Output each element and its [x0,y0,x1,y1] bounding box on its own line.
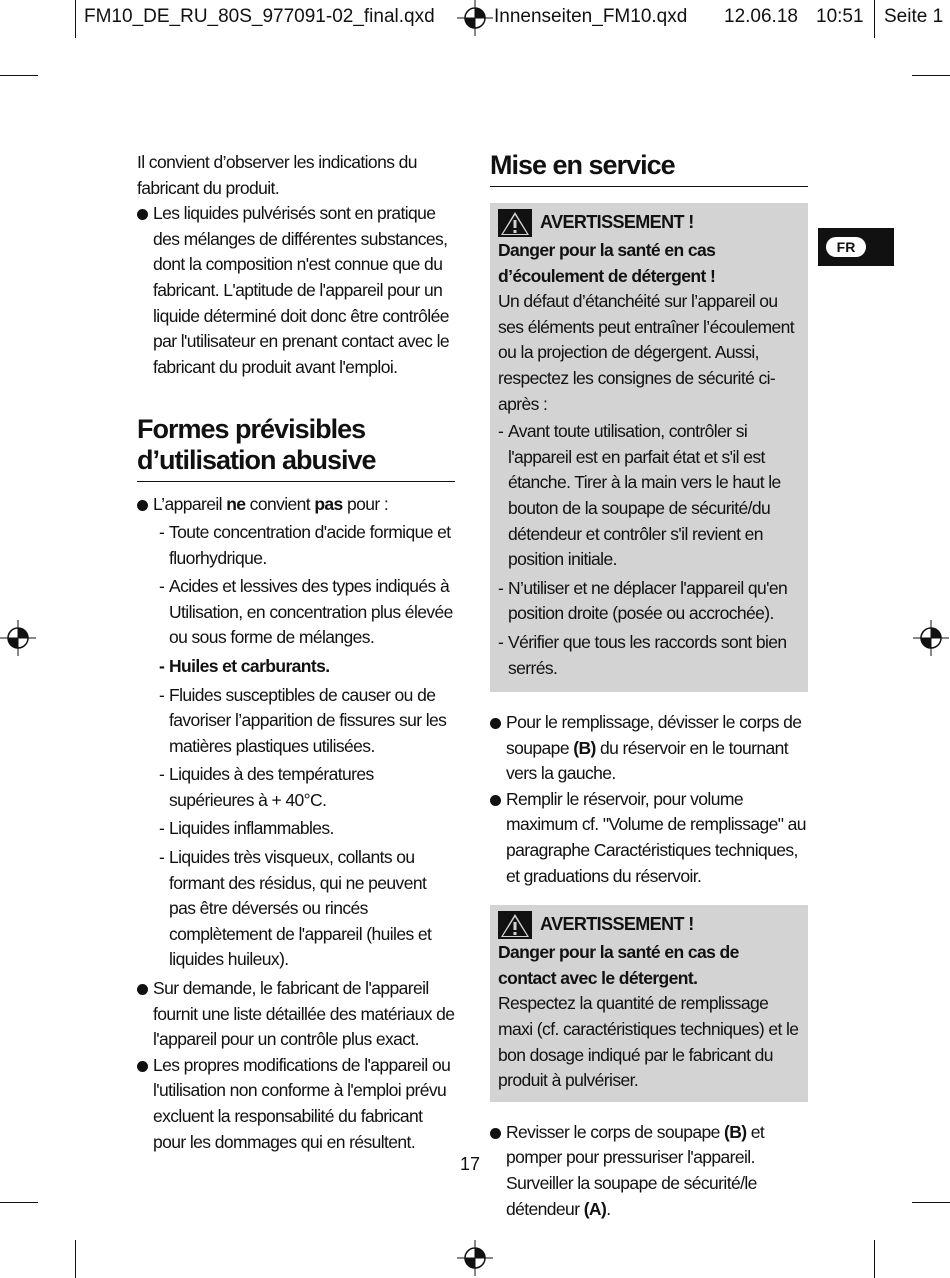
crop-mark [75,1240,76,1278]
warning-icon [498,209,532,237]
slug-date: 12.06.18 [724,6,798,27]
bullet-text: Pour le remplissage, dévisser le corps de soupape (B) du réservoir en le tournant vers la gauche. [506,712,802,784]
list-item: - Avant toute utilisation, contrôler si l'appareil est en parfait état et s'il est étanche. Tirer à la main vers le haut le bouton de la soupape de sécurité/du détendeur et contrôler s'il revient en position initiale. [498,421,781,570]
warning-header [498,209,800,237]
list-item [137,201,455,380]
warning-title: AVERTISSEMENT ! [540,914,694,935]
bullet-text: Les liquides pulvérisés sont en pratique des mélanges de différentes substances, dont la composition n'est connue que du fabricant. L'aptitude de l'appareil pour un liquide déterminé doit donc être contrôlée par l'utilisateur en prenant contact avec le fabricant du produit avant l'emploi. [153,203,450,377]
list-item [490,1120,808,1222]
pressurise-bullets [490,1120,808,1222]
misuse-bullets [137,492,455,1155]
warning-icon [498,911,532,939]
bullet-text: Revisser le corps de soupape (B) et pomper pour pressuriser l'appareil. Surveiller la soupape de sécurité/le détendeur (A). [506,1121,765,1219]
warning-header [498,911,800,939]
misuse-items [159,520,455,973]
start-up-bullets [490,710,808,889]
crop-mark [874,0,875,38]
list-item [490,710,808,787]
language-tab [818,228,894,266]
language-label: FR [826,237,866,257]
crop-mark [0,75,38,76]
list-item [490,787,808,889]
warning-subtitle: Danger pour la santé en cas d’écoulement de détergent ! [498,240,716,286]
crop-mark [912,1202,950,1203]
warning-text: Respectez la quantité de remplissage maxi (cf. caractéristiques techniques) et le bon dosage indiqué par le fabricant du produit à pulvériser. [498,993,799,1091]
registration-mark-icon [913,620,949,656]
bullet-icon [490,1128,501,1139]
bullet-text: Remplir le réservoir, pour volume maximum cf. "Volume de remplissage" au paragraphe Caractéristiques techniques, et graduations du réservoir. [506,788,806,886]
crop-mark [912,75,950,76]
warning-items [498,419,800,681]
bullet-icon [490,795,501,806]
registration-mark-icon [457,0,493,36]
bullet-text: Les propres modifications de l'appareil ou l'utilisation non conforme à l'emploi prévu excluent la responsabilité du fabricant pour les dommages qui en résultent. [153,1054,451,1152]
list-item [137,976,455,1053]
list-item: - Liquides à des températures supérieures à + 40°C. [159,764,374,810]
warning-text: Un défaut d’étanchéité sur l’appareil ou ses éléments peut entraîner l’écoulement ou la projection de dégergent. Aussi, respectez les consignes de sécurité ci-après : [498,291,795,414]
list-item: - Toute concentration d'acide formique et fluorhydrique. [159,521,451,568]
crop-mark [874,1240,875,1278]
slug-page: Seite 1 [884,6,944,27]
warning-subtitle: Danger pour la santé en cas de contact avec le détergent. [498,942,739,988]
misuse-lead: L’appareil ne convient pas pour : [153,494,389,515]
list-item: - Liquides inflammables. [159,818,334,839]
bullet-icon [137,984,148,995]
crop-mark [75,0,76,38]
bullet-icon [137,500,148,511]
right-column [490,150,808,1222]
bullet-text: Sur demande, le fabricant de l'appareil fournit une liste détaillée des matériaux de l'appareil pour un contrôle plus exact. [153,978,455,1050]
slug-filename: FM10_DE_RU_80S_977091-02_final.qxd [84,6,435,27]
slug-time: 10:51 [816,6,864,27]
page-number: 17 [459,1154,481,1174]
warning-box [490,905,808,1102]
warning-box [490,203,808,692]
left-column [137,150,455,1155]
bullet-icon [137,209,148,220]
slug-document: Innenseiten_FM10.qxd [494,6,688,27]
section-title-misuse: Formes prévisibles d’utilisation abusive [137,414,455,482]
crop-mark [0,1202,38,1203]
list-item: - Huiles et carburants. [159,655,330,676]
list-item [137,1053,455,1155]
list-item: - N’utiliser et ne déplacer l'appareil qu'en position droite (posée ou accrochée). [498,577,788,624]
intro-bullets [137,201,455,380]
bullet-icon [137,1061,148,1072]
list-item: - Liquides très visqueux, collants ou formant des résidus, qui ne peuvent pas être déversés ou rincés complètement de l'appareil (huiles et liquides huileux). [159,847,432,970]
list-item: - Fluides susceptibles de causer ou de favoriser l’apparition de fissures sur les matières plastiques utilisées. [159,684,447,756]
intro-text: Il convient d’observer les indications du fabricant du produit. [137,152,417,198]
registration-mark-icon [0,620,36,656]
list-item [137,492,455,973]
bullet-icon [490,718,501,729]
section-title-start-up: Mise en service [490,150,808,187]
registration-mark-icon [457,1240,493,1276]
warning-title: AVERTISSEMENT ! [540,212,694,233]
list-item: - Acides et lessives des types indiqués à Utilisation, en concentration plus élevée ou sous forme de mélanges. [159,576,453,648]
list-item: - Vérifier que tous les raccords sont bien serrés. [498,631,787,678]
